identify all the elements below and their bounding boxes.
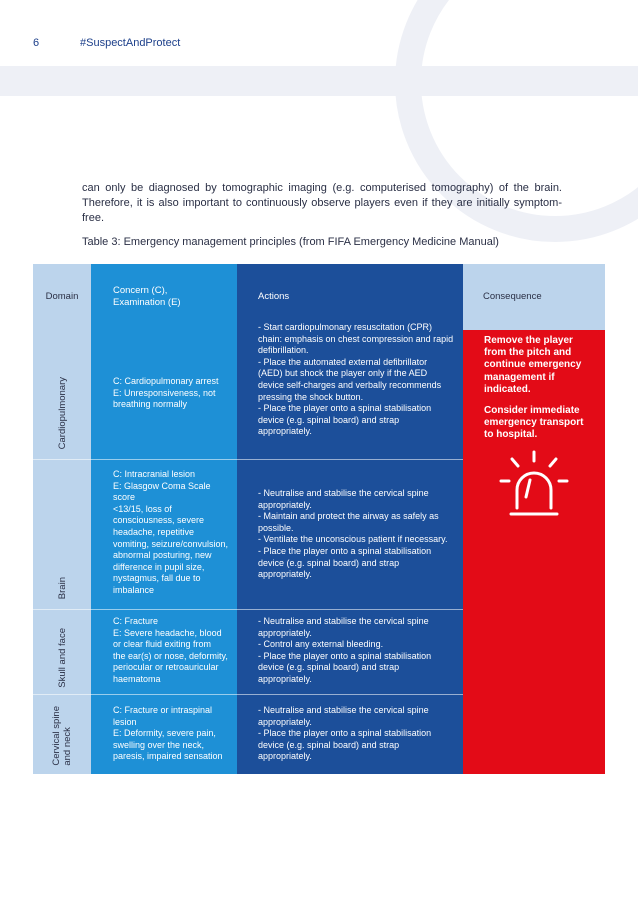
- header-concern-label: Concern (C), Examination (E): [113, 285, 181, 308]
- domain-cardiopulmonary-label: Cardiopulmonary: [56, 376, 68, 449]
- header-concern: [91, 264, 237, 330]
- domain-brain: [33, 460, 91, 609]
- concern-brain: C: Intracranial lesion E: Glasgow Coma Scale score <13/15, loss of consciousness, severe headache, repetitive vomiting, seizure/convulsion, abnormal posturing, new difference in pupil size, nystagmus, fall due to imbalance: [113, 469, 229, 595]
- actions-skull-face: - Neutralise and stabilise the cervical spine appropriately. - Control any external bleeding. - Place the player onto a spinal stabilisation device (e.g. spinal board) and strap appropriately.: [258, 616, 432, 684]
- header-actions-label: Actions: [258, 291, 290, 302]
- domain-cervical-spine: [33, 695, 91, 774]
- header-consequence: [463, 264, 605, 330]
- actions-cardiopulmonary: - Start cardiopulmonary resuscitation (CPR) chain: emphasis on chest compression and rapid defibrillation. - Place the automated external defibrillator (AED) but shock the player only if the AED device self-charges and verbally recommends pressing the shock button. - Place the player onto a spinal stabilisation device (e.g. spinal board) and strap appropriately.: [258, 322, 454, 437]
- concern-skull-face: C: Fracture E: Severe headache, blood or clear fluid exiting from the ear(s) or nose, deformity, periocular or retroauricular haematoma: [113, 616, 228, 684]
- header-domain: [33, 264, 91, 330]
- table-caption: Table 3: Emergency management principles (from FIFA Emergency Medicine Manual): [82, 236, 499, 248]
- emergency-management-table: [33, 264, 605, 774]
- domain-brain-label: Brain: [56, 576, 68, 599]
- actions-cervical-spine: - Neutralise and stabilise the cervical spine appropriately. - Place the player onto a spinal stabilisation device (e.g. spinal board) and strap appropriately.: [258, 705, 432, 762]
- concern-cardiopulmonary: C: Cardiopulmonary arrest E: Unresponsiveness, not breathing normally: [113, 376, 219, 410]
- hashtag-header: #SuspectAndProtect: [80, 37, 181, 49]
- body-paragraph: can only be diagnosed by tomographic imaging (e.g. computerised tomography) of the brain. Therefore, it is also important to continuously observe players even if they are initially symptom-free.: [82, 182, 562, 224]
- consequence-remove-player: Remove the player from the pitch and continue emergency management if indicated.: [484, 335, 582, 395]
- header-domain-label: Domain: [45, 291, 79, 302]
- actions-brain: - Neutralise and stabilise the cervical spine appropriately. - Maintain and protect the airway as safely as possible. - Ventilate the unconscious patient if necessary. - Place the player onto a spinal stabilisation device (e.g. spinal board) and strap appropriately.: [258, 488, 448, 580]
- domain-cardiopulmonary: [33, 330, 91, 459]
- row-separator: [33, 459, 463, 460]
- header-consequence-label: Consequence: [483, 291, 542, 302]
- header-actions: [237, 264, 463, 330]
- row-separator: [33, 609, 463, 610]
- domain-skull-face-label: Skull and face: [56, 628, 68, 688]
- domain-cervical-spine-label: Cervical spine and neck: [51, 706, 73, 766]
- decorative-band: [0, 66, 638, 96]
- consequence-transport: Consider immediate emergency transport to hospital.: [484, 405, 584, 441]
- emergency-siren-icon: [497, 450, 571, 520]
- row-separator: [33, 694, 463, 695]
- page-number: 6: [33, 37, 40, 49]
- concern-cervical-spine: C: Fracture or intraspinal lesion E: Deformity, severe pain, swelling over the neck, paresis, impaired sensation: [113, 705, 223, 762]
- domain-skull-face: [33, 610, 91, 694]
